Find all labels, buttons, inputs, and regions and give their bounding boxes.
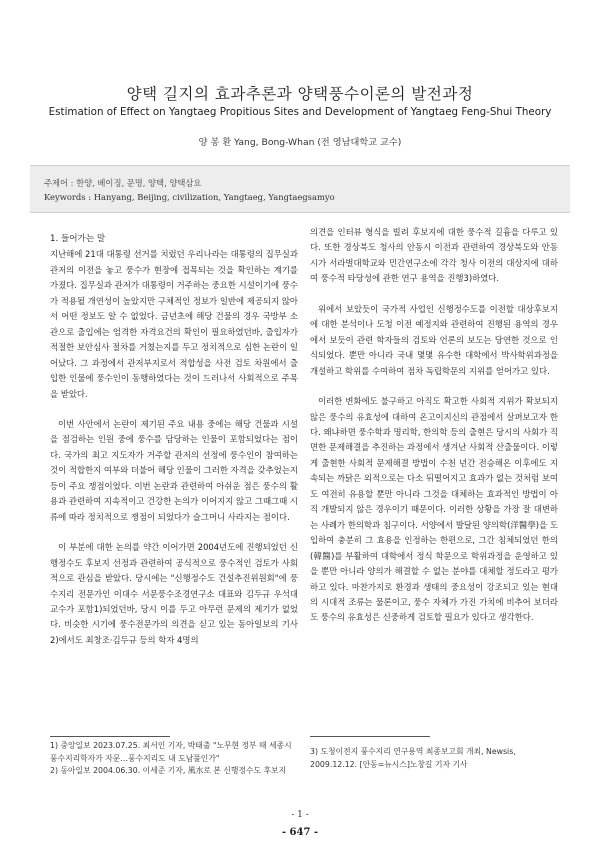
footnote-divider bbox=[50, 736, 170, 737]
footnote: 2) 동아일보 2004.06.30. 이세준 기자, 風水로 본 신행정수도 후보지 bbox=[50, 766, 287, 776]
body-column-right bbox=[310, 225, 558, 626]
paragraph: 의견을 인터뷰 형식을 빌려 후보지에 대한 풍수적 길흉을 다루고 있다. 또한 경상북도 청사의 안동시 이전과 관련하여 경상북도와 안동시가 서라벌대학교와 민간연구소에 각각 청사 이전의 대상지에 대하여 풍수적 타당성에 관한 연구 용역을 진행3)하였다. bbox=[310, 227, 558, 284]
page-number: - 1 - bbox=[291, 810, 309, 820]
paragraph: 이번 사안에서 논란이 제기된 주요 내용 중에는 해당 건물과 시설을 점검하는 인원 중에 풍수를 담당하는 인물이 포함되었다는 점이다. 국가의 최고 지도자가 거주할 관저의 선정에 풍수인이 참여하는 것이 적합한지 여부와 더불어 해당 인물이 그러한 자격을 갖추었는지 등이 주요 쟁점이었다. 이번 논란과 관련하여 아쉬운 점은 풍수의 활용과 관련하여 지속적이고 건강한 논의가 이어지지 않고 그때그때 시류에 따라 정치적으로 쟁점이 되었다가 슬그머니 사라지는 점이다. bbox=[50, 418, 298, 522]
section-heading: 1. 들어가는 말 bbox=[50, 234, 106, 244]
body-column-left bbox=[50, 232, 298, 648]
footnote: 3) 도청이전지 풍수지리 연구용역 최종보고회 개최, Newsis, 2009.12.12. [안동=뉴시스]노창길 기자 기사 bbox=[310, 747, 516, 769]
paragraph: 이 부분에 대한 논의를 약간 이어가면 2004년도에 진행되었던 신행정수도 후보지 선정과 관련하여 공식적으로 풍수적인 검토가 사회적으로 관심을 받았다. 당시에는 "신행정수도 건설추진위원회"에 풍수지리 전문가인 이대수 서문풍수조경연구소 대표와 김두규 우석대 교수가 포함1)되었던바, 당시 이를 두고 아무런 문제의 제기가 없었다. 비슷한 시기에 풍수전문가의 의견을 싣고 있는 동아일보의 기사2)에서도 최창조·김두규 등의 학자 4명의 bbox=[50, 542, 298, 645]
footnote: 1) 중앙일보 2023.07.25. 최서인 기자, 박태출 "노무현 정부 때 세종시 풍수지리학자가 자문…풍수지리도 내 도남풀인가" bbox=[50, 741, 292, 763]
keywords-english: Keywords : Hanyang, Beijing, civilization, Yangtaeg, Yangtaegsamyo bbox=[44, 192, 335, 202]
keywords-box bbox=[30, 165, 570, 213]
keywords-korean: 주제어 : 한양, 베이징, 문명, 양택, 양택삼요 bbox=[44, 178, 202, 188]
author-line: 양 봉 환 Yang, Bong-Whan (전 영남대학교 교수) bbox=[198, 137, 402, 148]
paragraph: 지난해에 21대 대통령 선거를 치렀던 우리나라는 대통령의 집무실과 관저의 이전을 놓고 풍수가 현장에 접목되는 것을 확인하는 계기를 가졌다. 집무실과 관저가 대통령이 거주하는 중요한 시설이기에 풍수가 적용될 개연성이 높았지만 구체적인 정보가 일반에 제공되지 않아서 어떤 정보도 알 수 없었다. 금년초에 해당 건물의 경우 국방부 소관으로 출입에는 엄격한 자격요건의 확인이 필요하였던바, 출입자가 적절한 보안심사 절차를 거쳤는지를 두고 정치적으로 심한 논란이 일어났다. 그 과정에서 관저부지로서 적합성을 사전 검토 차원에서 출입한 인물에 풍수인이 동행하였다는 것이 드러나서 사회적으로 주목을 받았다. bbox=[50, 249, 298, 399]
footnote-left bbox=[50, 740, 298, 778]
paragraph: 위에서 보았듯이 국가적 사업인 신행정수도를 이전할 대상후보지에 대한 분석이나 도청 이전 예정지와 관련하여 진행된 용역의 경우에서 보듯이 관련 학자들의 검토와 언론의 보도는 당연한 것으로 인식되었다. 뿐만 아니라 국내 몇몇 유수한 대학에서 박사학위과정을 개설하고 학위를 수여하여 점차 독립학문의 지위를 얻어가고 있다. bbox=[310, 303, 558, 376]
paper-subtitle: Estimation of Effect on Yangtaeg Propitious Sites and Development of Yangtaeg Feng-Shui Theory bbox=[48, 106, 552, 118]
paper-title: 양택 길지의 효과추론과 양택풍수이론의 발전과정 bbox=[126, 85, 474, 103]
footnote-right bbox=[310, 746, 558, 771]
footnote-divider bbox=[310, 736, 430, 737]
paragraph: 이러한 변화에도 불구하고 아직도 확고한 사회적 지위가 확보되지 않은 풍수의 유효성에 대하여 온고이지신의 관점에서 살펴보고자 한다. 왜냐하면 풍수학과 명리학, 한의학 등의 출현은 당시의 사회가 직면한 문제해결을 추진하는 과정에서 생겨난 사회적 산출물이다. 이렇게 출현한 사회적 문제해결 방법이 수천 년간 전승해온 이후에도 지속되는 까닭은 외적으로는 다소 뒤떨어지고 효과가 없는 것처럼 보여도 여전히 유용할 뿐만 아니라 그것을 대체하는 효과적인 방법이 아직 개발되지 않은 경우이기 때문이다. 이러한 상황을 가장 잘 대변하는 사례가 한의학과 침구이다. 서양에서 발달된 양의학(洋醫學)을 도입하여 충분히 그 효용을 인정하는 한편으로, 그간 침체되었던 한의(韓醫)를 부활하여 대학에서 정식 학문으로 학위과정을 운영하고 있을 뿐만 아니라 양의가 해결할 수 없는 분야를 대체할 정도라고 평가하고 있다. 마찬가지로 환경과 생태의 중요성이 강조되고 있는 현대의 시대적 조류는 물론이고, 풍수 자체가 가진 가치에 비추어 보더라도 풍수의 유효성은 신중하게 검토할 필요가 있다고 생각한다. bbox=[310, 396, 558, 623]
journal-page-number: - 647 - bbox=[281, 827, 319, 838]
